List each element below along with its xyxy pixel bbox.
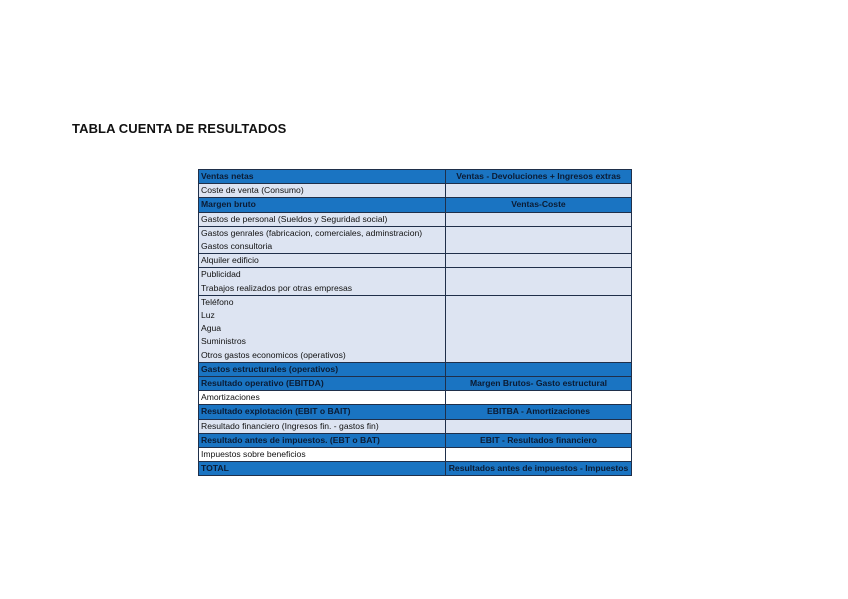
row-label-cell bbox=[199, 268, 446, 295]
row-label: Gastos genrales (fabricacion, comerciales, adminstracion) bbox=[201, 227, 423, 238]
row-formula-cell bbox=[446, 405, 632, 419]
row-formula-cell bbox=[446, 198, 632, 212]
row-formula: Resultados antes de impuestos - Impuestos bbox=[448, 463, 629, 474]
row-formula-cell bbox=[446, 462, 632, 476]
row-formula: EBITBA - Amortizaciones bbox=[487, 406, 590, 417]
row-label-cell bbox=[199, 212, 446, 226]
table-row bbox=[199, 170, 632, 184]
row-label: Teléfono bbox=[201, 296, 234, 307]
row-label: Gastos de personal (Sueldos y Seguridad social) bbox=[201, 213, 388, 224]
row-label-cell bbox=[199, 433, 446, 447]
row-formula-cell bbox=[446, 362, 632, 376]
row-label-cell bbox=[199, 448, 446, 462]
row-label: Suministros bbox=[201, 336, 246, 347]
row-label: Publicidad bbox=[201, 269, 241, 280]
row-formula-cell bbox=[446, 268, 632, 295]
table-row bbox=[199, 226, 632, 253]
row-label: Gastos estructurales (operativos) bbox=[201, 363, 339, 374]
table-row bbox=[199, 184, 632, 198]
table-row bbox=[199, 362, 632, 376]
row-label-cell bbox=[199, 462, 446, 476]
row-label: Coste de venta (Consumo) bbox=[201, 185, 304, 196]
row-label: Resultado operativo (EBITDA) bbox=[201, 378, 324, 389]
row-label-cell bbox=[199, 226, 446, 253]
table-row bbox=[199, 448, 632, 462]
table-row bbox=[199, 433, 632, 447]
row-formula: EBIT - Resultados financiero bbox=[480, 434, 597, 445]
row-label-cell bbox=[199, 170, 446, 184]
row-label: Agua bbox=[201, 323, 222, 334]
row-formula: Ventas - Devoluciones + Ingresos extras bbox=[456, 171, 621, 181]
table-row bbox=[199, 254, 632, 268]
row-formula-cell bbox=[446, 419, 632, 433]
table-row bbox=[199, 198, 632, 212]
row-label: Luz bbox=[201, 310, 215, 321]
row-formula-cell bbox=[446, 433, 632, 447]
row-label: Ventas netas bbox=[201, 171, 254, 181]
table-row bbox=[199, 268, 632, 295]
row-label: Amortizaciones bbox=[201, 392, 260, 403]
row-label-cell bbox=[199, 184, 446, 198]
table-row bbox=[199, 405, 632, 419]
row-label: Impuestos sobre beneficios bbox=[201, 449, 306, 460]
table-body bbox=[199, 170, 632, 476]
row-label: Resultado explotación (EBIT o BAIT) bbox=[201, 406, 351, 417]
row-formula-cell bbox=[446, 254, 632, 268]
row-label: Resultado financiero (Ingresos fin. - gastos fin) bbox=[201, 420, 379, 431]
row-formula-cell bbox=[446, 170, 632, 184]
table-row bbox=[199, 377, 632, 391]
row-label-cell bbox=[199, 295, 446, 362]
row-formula-cell bbox=[446, 391, 632, 405]
table-row bbox=[199, 462, 632, 476]
row-label-cell bbox=[199, 254, 446, 268]
row-label: Alquiler edificio bbox=[201, 255, 259, 266]
row-label-cell bbox=[199, 405, 446, 419]
row-formula-cell bbox=[446, 448, 632, 462]
row-formula-cell bbox=[446, 377, 632, 391]
row-label: Otros gastos economicos (operativos) bbox=[201, 349, 346, 360]
row-label-cell bbox=[199, 377, 446, 391]
document-title: TABLA CUENTA DE RESULTADOS bbox=[72, 121, 287, 136]
row-formula-cell bbox=[446, 295, 632, 362]
row-label: Gastos consultoria bbox=[201, 241, 273, 252]
table-row bbox=[199, 212, 632, 226]
row-formula: Ventas-Coste bbox=[511, 199, 566, 210]
row-label: Margen bruto bbox=[201, 199, 256, 210]
row-label-cell bbox=[199, 198, 446, 212]
row-label-cell bbox=[199, 362, 446, 376]
row-label: Resultado antes de impuestos. (EBT o BAT) bbox=[201, 434, 380, 445]
row-formula-cell bbox=[446, 226, 632, 253]
row-formula: Margen Brutos- Gasto estructural bbox=[469, 378, 608, 389]
row-formula-cell bbox=[446, 212, 632, 226]
row-label-cell bbox=[199, 419, 446, 433]
row-label-cell bbox=[199, 391, 446, 405]
table-row bbox=[199, 419, 632, 433]
table-row bbox=[199, 391, 632, 405]
row-label: TOTAL bbox=[201, 463, 229, 474]
row-label: Trabajos realizados por otras empresas bbox=[201, 282, 353, 293]
table-row bbox=[199, 295, 632, 362]
row-formula-cell bbox=[446, 184, 632, 198]
income-statement-table bbox=[198, 169, 632, 476]
